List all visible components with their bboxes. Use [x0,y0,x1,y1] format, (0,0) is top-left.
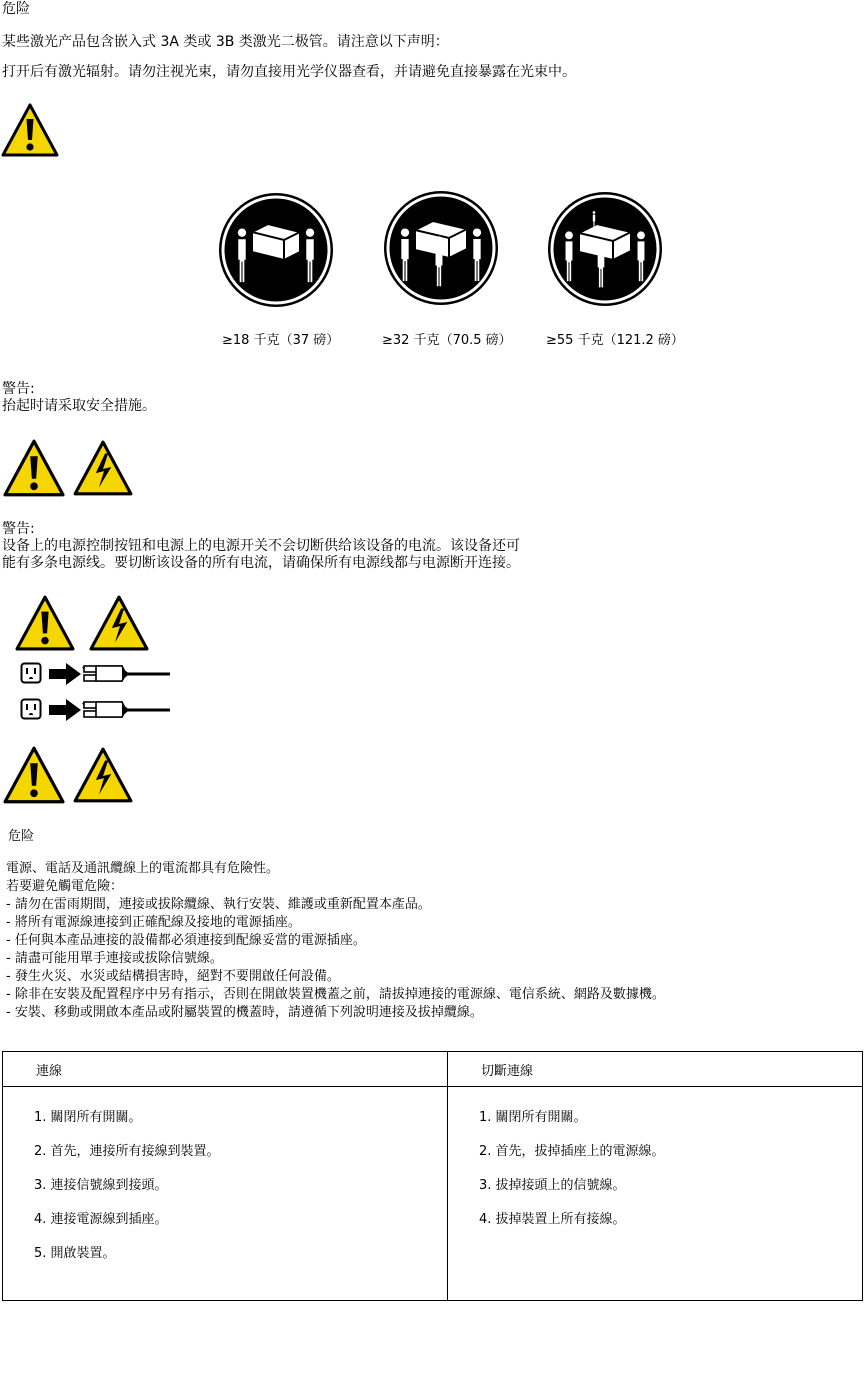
connect-step: 2. 首先，連接所有接線到裝置。 [34,1144,220,1159]
disconnect-step: 1. 關閉所有開關。 [479,1110,587,1125]
power-caution-line-2: 能有多条电源线。要切断该设备的所有电流，请确保所有电源线都与电源断开连接。 [2,555,520,571]
connect-steps-cell [3,1087,448,1301]
laser-statement-body: 打开后有激光辐射。请勿注视光束，请勿直接用光学仪器查看，并请避免直接暴露在光束中。 [2,64,576,80]
connect-step: 3. 連接信號線到接頭。 [34,1178,168,1193]
danger-line: - 安裝、移動或開啟本產品或附屬裝置的機蓋時，請遵循下列說明連接及拔掉纜線。 [6,1005,483,1020]
power-outlet-icon [20,662,42,684]
four-person-lift-icon [545,189,665,309]
power-caution-line-1: 设备上的电源控制按钮和电源上的电源开关不会切断供给该设备的电流。该设备还可 [2,538,520,554]
power-outlet-icon [20,698,42,720]
connect-column-header: 連線 [3,1052,448,1087]
lifting-caution-text: 抬起时请采取安全措施。 [2,398,156,414]
danger-line: - 請盡可能用單手連接或拔除信號線。 [6,951,223,966]
three-person-lift-icon [381,188,501,308]
laser-statement-intro: 某些激光产品包含嵌入式 3A 类或 3B 类激光二极管。请注意以下声明： [2,34,449,50]
danger-line: 若要避免觸電危險： [6,879,124,894]
warning-triangle-icon [0,102,60,158]
weight-label-32kg: ≥32 千克（70.5 磅） [382,333,512,348]
power-plug-icon [82,699,170,721]
danger-line: 電源、電話及通訊纜線上的電流都具有危險性。 [6,861,280,876]
danger-line: - 除非在安裝及配置程序中另有指示，否則在開啟裝置機蓋之前，請拔掉連接的電源線、電信系統、網路及數據機。 [6,987,665,1002]
connect-step: 5. 開啟裝置。 [34,1246,116,1261]
warning-triangle-icon [0,745,68,805]
warning-triangle-icon [0,438,68,498]
weight-label-55kg: ≥55 千克（121.2 磅） [546,333,684,348]
weight-label-18kg: ≥18 千克（37 磅） [222,333,340,348]
connect-step: 1. 關閉所有開關。 [34,1110,142,1125]
arrow-right-icon [49,699,81,721]
power-caution-title: 警告: [2,521,35,537]
danger-line: - 任何與本產品連接的設備都必須連接到配線妥當的電源插座。 [6,933,366,948]
danger-line: - 發生火災、水災或結構損害時，絕對不要開啟任何設備。 [6,969,340,984]
laser-danger-heading: 危险 [2,1,30,17]
electrical-hazard-icon [72,438,134,498]
disconnect-step: 4. 拔掉裝置上所有接線。 [479,1212,626,1227]
electrical-hazard-icon [86,594,152,652]
electrical-hazard-icon [72,745,134,805]
two-person-lift-icon [216,190,336,310]
connect-disconnect-table [2,1051,863,1301]
danger-line: - 將所有電源線連接到正確配線及接地的電源插座。 [6,915,301,930]
disconnect-step: 2. 首先，拔掉插座上的電源線。 [479,1144,665,1159]
electrical-danger-heading: 危险 [8,829,35,844]
lifting-caution-title: 警告: [2,381,35,397]
power-plug-icon [82,663,170,685]
disconnect-column-header: 切斷連線 [448,1052,863,1087]
warning-triangle-icon [12,594,78,652]
electrical-danger-list [6,860,665,1022]
arrow-right-icon [49,663,81,685]
danger-line: - 請勿在雷雨期間，連接或拔除纜線、執行安裝、維護或重新配置本產品。 [6,897,431,912]
disconnect-steps-cell [448,1087,863,1301]
connect-step: 4. 連接電源線到插座。 [34,1212,168,1227]
disconnect-step: 3. 拔掉接頭上的信號線。 [479,1178,626,1193]
